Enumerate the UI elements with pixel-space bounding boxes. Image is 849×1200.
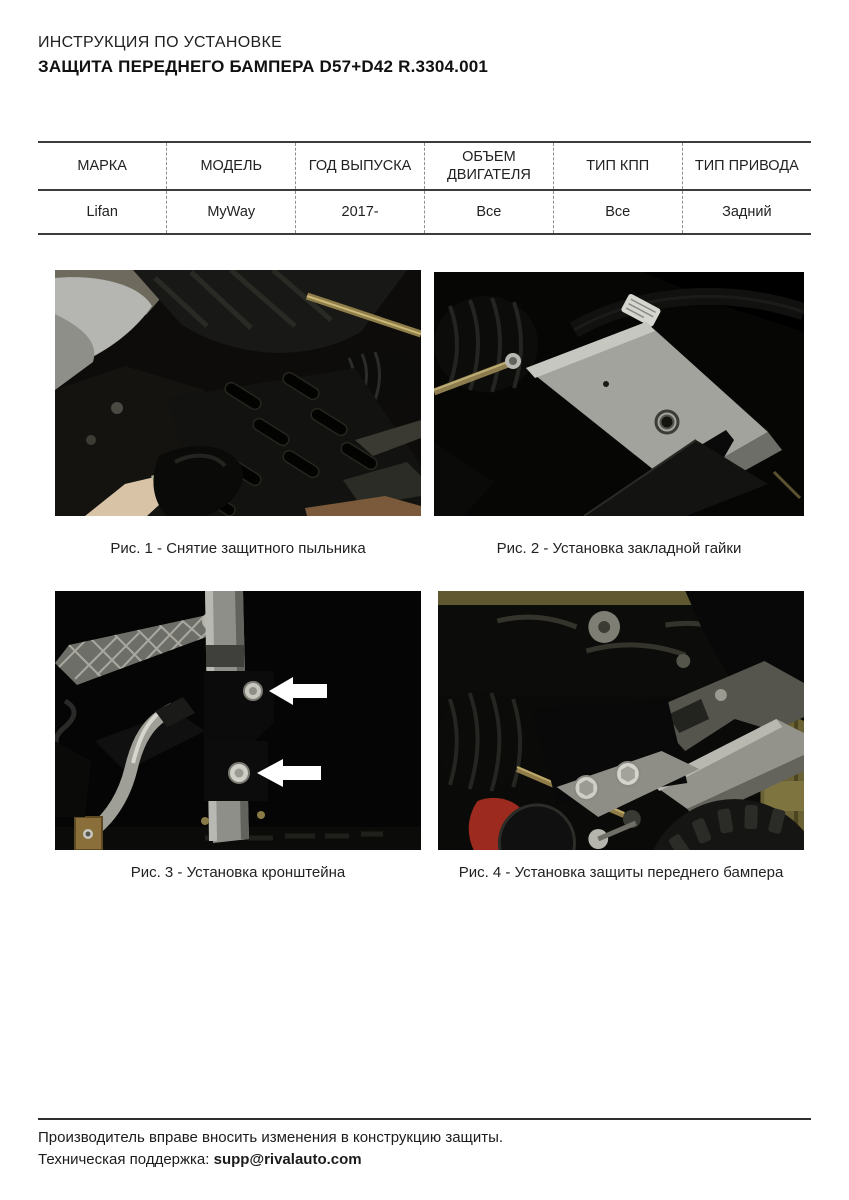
support-email: supp@rivalauto.com: [213, 1151, 362, 1168]
cell-drive-type: Задний: [682, 190, 811, 234]
figure-3-caption: Рис. 3 - Установка кронштейна: [130, 864, 346, 881]
support-label: Техническая поддержка:: [38, 1151, 210, 1168]
col-header-gearbox-type: ТИП КПП: [553, 142, 682, 190]
footer-divider: [38, 1118, 811, 1120]
underbody-dust-cover-photo: [55, 270, 421, 516]
col-header-brand: МАРКА: [38, 142, 167, 190]
table-row: [38, 190, 811, 234]
figure-4-caption: Рис. 4 - Установка защиты переднего бампера: [458, 864, 784, 881]
table-header-row: [38, 142, 811, 190]
col-header-drive-type: ТИП ПРИВОДА: [682, 142, 811, 190]
cell-engine-volume: Все: [424, 190, 553, 234]
footer: [38, 1127, 503, 1171]
col-header-engine-volume: ОБЪЕМ ДВИГАТЕЛЯ: [424, 142, 553, 190]
cell-gearbox-type: Все: [553, 190, 682, 234]
cell-year: 2017-: [296, 190, 425, 234]
figure-1-photo: [55, 270, 421, 516]
figure-2-caption: Рис. 2 - Установка закладной гайки: [496, 540, 742, 557]
frame-rail-insert-nut-photo: [434, 272, 804, 516]
page-title: ИНСТРУКЦИЯ ПО УСТАНОВКЕ: [38, 34, 283, 51]
figure-3-photo: [55, 591, 421, 850]
figure-1-caption: Рис. 1 - Снятие защитного пыльника: [110, 540, 366, 557]
figure-4-photo: [438, 591, 804, 850]
footer-disclaimer: Производитель вправе вносить изменения в конструкцию защиты.: [38, 1129, 504, 1146]
col-header-model: МОДЕЛЬ: [167, 142, 296, 190]
bracket-install-photo: [55, 591, 421, 850]
product-title: ЗАЩИТА ПЕРЕДНЕГО БАМПЕРА D57+D42 R.3304.001: [38, 57, 489, 76]
title-block: [38, 34, 488, 77]
bumper-guard-installed-photo: [438, 591, 804, 850]
cell-model: MyWay: [167, 190, 296, 234]
figure-2-photo: [434, 272, 804, 516]
col-header-year: ГОД ВЫПУСКА: [296, 142, 425, 190]
footer-support-line: [38, 1149, 503, 1171]
cell-brand: Lifan: [38, 190, 167, 234]
vehicle-spec-table: [38, 141, 811, 235]
